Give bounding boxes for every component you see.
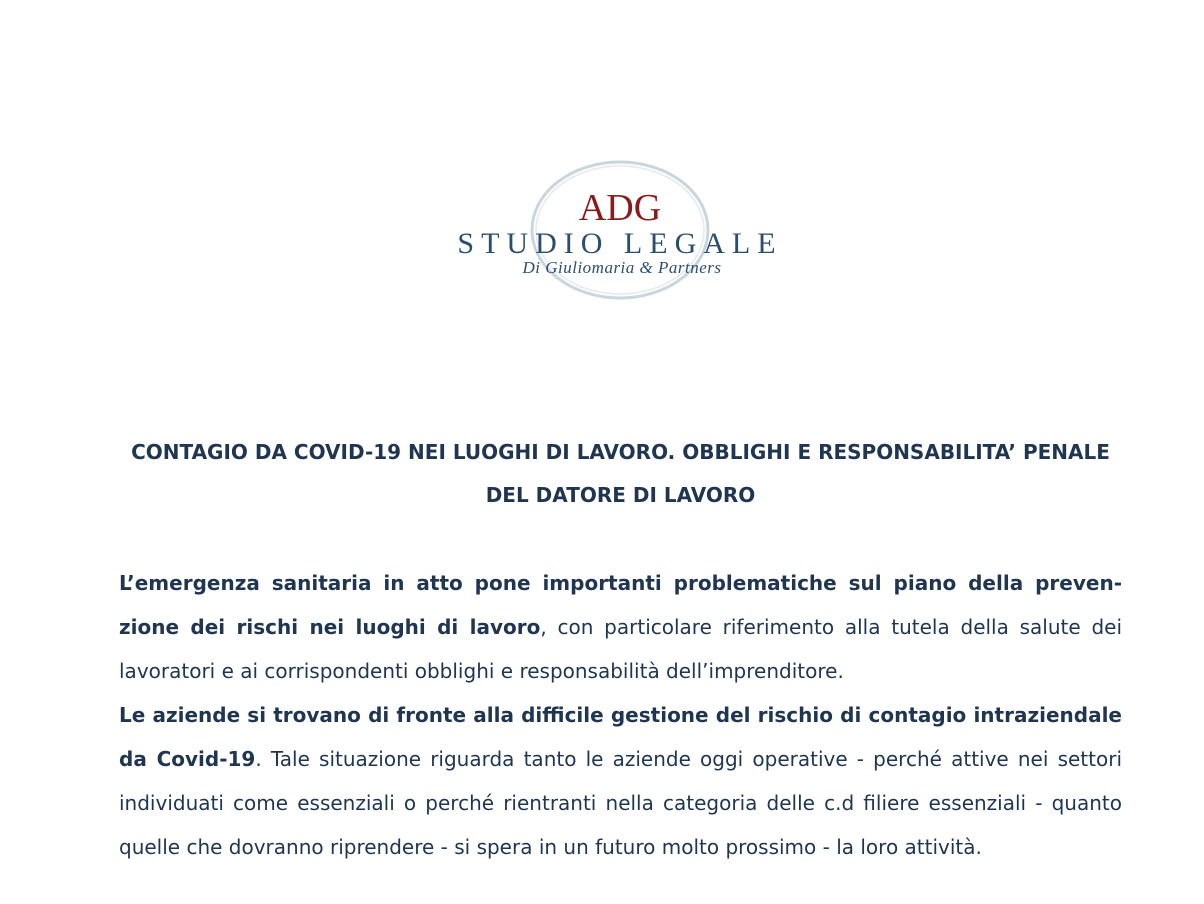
logo-graphic (410, 150, 830, 310)
logo-initials: ADG (578, 187, 662, 229)
title-line-1: CONTAGIO DA COVID-19 NEI LUOGHI DI LAVORO. OBBLIGHI E RESPONSABILITA’ PENALE (131, 440, 1110, 464)
paragraph-2-bold: Le aziende si trovano di fronte alla difficile gestione del rischio di contagio intraziendale da Covid-19 (119, 703, 1122, 771)
paragraph-2 (119, 693, 1122, 869)
document-body (119, 561, 1122, 869)
logo-subtitle: Di Giuliomaria & Partners (522, 258, 722, 277)
document-title (119, 431, 1122, 517)
title-line-2: DEL DATORE DI LAVORO (485, 483, 756, 507)
paragraph-2-text: . Tale situazione riguarda tanto le aziende oggi operative - perché attive nei settori individuati come essenziali o perché rientranti nella categoria delle c.d filiere essenziali - quanto quelle che dovranno riprendere - si spera in un futuro molto prossimo - la loro attività. (119, 747, 1122, 859)
studio-logo (410, 150, 830, 310)
paragraph-1 (119, 561, 1122, 693)
logo-name: STUDIO LEGALE (457, 227, 783, 260)
paragraph-1-text: , con particolare riferimento alla tutela della salute dei lavoratori e ai corrispondenti obblighi e responsabilità dell’imprenditore. (119, 615, 1123, 683)
paragraph-1-bold: L’emergenza sanitaria in atto pone importanti problematiche sul piano della prevenzione dei rischi nei luoghi di lavoro (119, 571, 1122, 639)
